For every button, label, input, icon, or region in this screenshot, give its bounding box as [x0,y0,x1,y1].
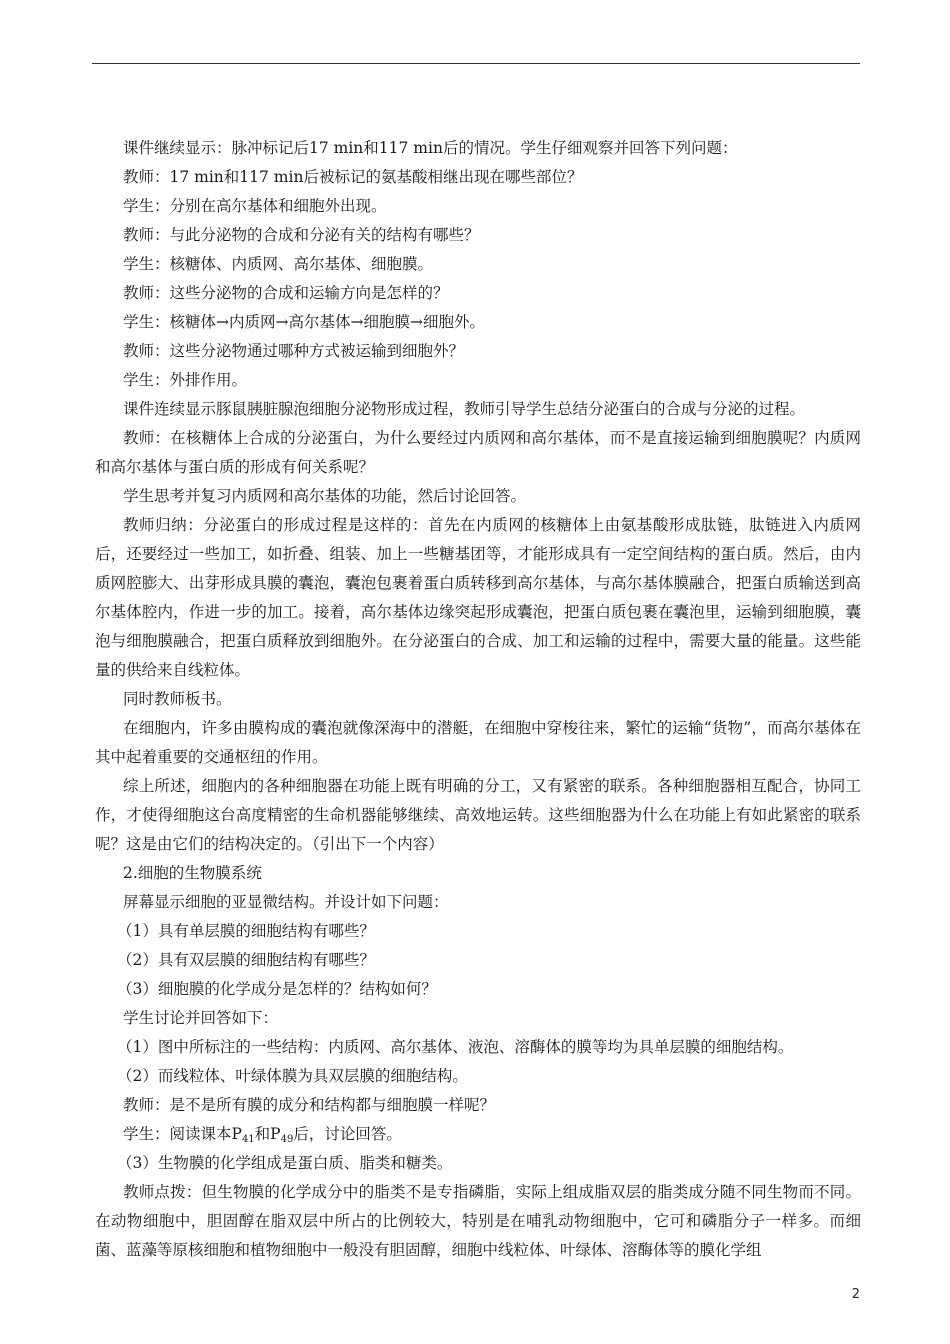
paragraph: 学生思考并复习内质网和高尔基体的功能，然后讨论回答。 [123,487,527,505]
question-item: （1）具有单层膜的细胞结构有哪些？ [117,922,375,940]
reading-suffix: 后，讨论回答。 [293,1125,402,1143]
paragraph: 同时教师板书。 [123,690,232,708]
paragraph: 教师：17 min和117 min后被标记的氨基酸相继出现在哪些部位？ [123,168,583,186]
question-item: （2）具有双层膜的细胞结构有哪些？ [117,951,375,969]
paragraph: 综上所述，细胞内的各种细胞器在功能上既有明确的分工，又有紧密的联系。各种细胞器相互配合，协同工作，才使得细胞这台高度精密的生命机器能够继续、高效地运转。这些细胞器为什么在功能上有如此紧密的联系呢？这是由它们的结构决定的。（引出下一个内容） [95,777,861,853]
header-rule [92,63,860,64]
page-number: 2 [851,1287,860,1302]
paragraph: 教师：这些分泌物的合成和运输方向是怎样的？ [123,284,449,302]
paragraph-with-subscripts [95,1120,861,1149]
paragraph: 屏幕显示细胞的亚显微结构。并设计如下问题： [123,893,449,911]
paragraph: 课件继续显示：脉冲标记后17 min和117 min后的情况。学生仔细观察并回答下列问题： [123,139,738,157]
page-ref-subscript: 41 [241,1134,255,1145]
paragraph: 学生：外排作用。 [123,371,248,389]
paragraph: 课件连续显示豚鼠胰脏腺泡细胞分泌物形成过程，教师引导学生总结分泌蛋白的合成与分泌的过程。 [123,400,806,418]
paragraph: 学生：核糖体→内质网→高尔基体→细胞膜→细胞外。 [123,313,485,331]
answer-item: （3）生物膜的化学组成是蛋白质、脂类和糖类。 [117,1154,453,1172]
paragraph: 在细胞内，许多由膜构成的囊泡就像深海中的潜艇，在细胞中穿梭往来，繁忙的运输“货物”，而高尔基体在其中起着重要的交通枢纽的作用。 [95,719,861,766]
paragraph: 学生：核糖体、内质网、高尔基体、细胞膜。 [123,255,434,273]
reading-mid: 和P [254,1125,281,1143]
reading-prefix: 学生：阅读课本P [123,1125,242,1143]
page-ref-subscript: 49 [280,1134,294,1145]
paragraph: 教师：在核糖体上合成的分泌蛋白，为什么要经过内质网和高尔基体，而不是直接运输到细胞膜呢？内质网和高尔基体与蛋白质的形成有何关系呢？ [95,429,861,476]
paragraph: 教师点拨：但生物膜的化学成分中的脂类不是专指磷脂，实际上组成脂双层的脂类成分随不同生物而不同。在动物细胞中，胆固醇在脂双层中所占的比例较大，特别是在哺乳动物细胞中，它可和磷脂分子一样多。而细菌、蓝藻等原核细胞和植物细胞中一般没有胆固醇，细胞中线粒体、叶绿体、溶酶体等的膜化学组 [95,1183,861,1259]
paragraph: 教师归纳：分泌蛋白的形成过程是这样的：首先在内质网的核糖体上由氨基酸形成肽链，肽链进入内质网后，还要经过一些加工，如折叠、组装、加上一些糖基团等，才能形成具有一定空间结构的蛋白质。然后，由内质网腔膨大、出芽形成具膜的囊泡，囊泡包裹着蛋白质转移到高尔基体，与高尔基体膜融合，把蛋白质输送到高尔基体腔内，作进一步的加工。接着，高尔基体边缘突起形成囊泡，把蛋白质包裹在囊泡里，运输到细胞膜，囊泡与细胞膜融合，把蛋白质释放到细胞外。在分泌蛋白的合成、加工和运输的过程中，需要大量的能量。这些能量的供给来自线粒体。 [95,516,861,679]
paragraph: 教师：与此分泌物的合成和分泌有关的结构有哪些？ [123,226,480,244]
section-heading: 2.细胞的生物膜系统 [123,864,262,882]
document-body [95,134,861,1265]
answer-item: （1）图中所标注的一些结构：内质网、高尔基体、液泡、溶酶体的膜等均为具单层膜的细胞结构。 [117,1038,794,1056]
paragraph: 教师：这些分泌物通过哪种方式被运输到细胞外？ [123,342,465,360]
paragraph: 教师：是不是所有膜的成分和结构都与细胞膜一样呢？ [123,1096,496,1114]
paragraph: 学生讨论并回答如下： [123,1009,279,1027]
paragraph: 学生：分别在高尔基体和细胞外出现。 [123,197,387,215]
question-item: （3）细胞膜的化学成分是怎样的？结构如何？ [117,980,437,998]
answer-item: （2）而线粒体、叶绿体膜为具双层膜的细胞结构。 [117,1067,468,1085]
